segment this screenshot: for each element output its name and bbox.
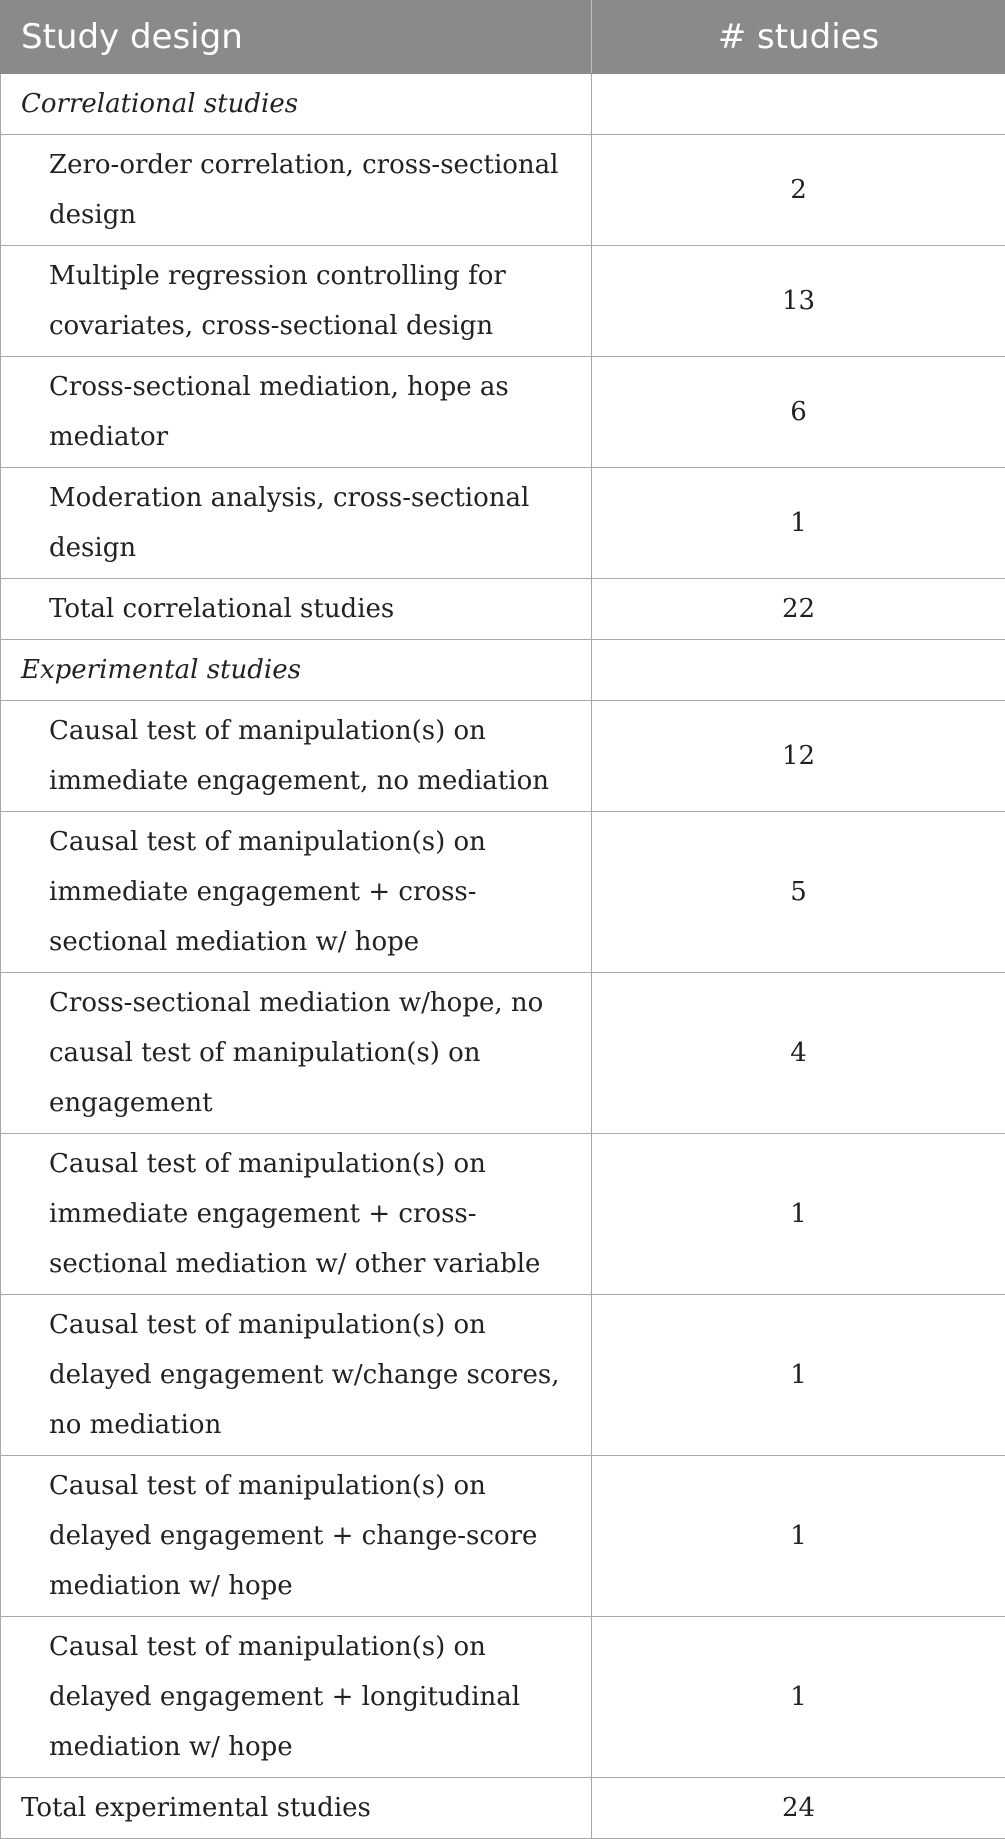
header-num-studies: # studies [592, 1, 1005, 74]
table-row [1, 135, 1005, 246]
row-design: Correlational studies [1, 74, 592, 135]
section-row-correlational [1, 74, 1005, 135]
row-design: Zero-order correlation, cross-sectional design [1, 135, 592, 246]
table-row [1, 973, 1005, 1134]
row-design: Causal test of manipulation(s) on immediate engagement + cross-sectional mediation w/ other variable [1, 1134, 592, 1295]
row-count: 2 [592, 135, 1005, 246]
row-count: 1 [592, 1617, 1005, 1778]
table-row [1, 1617, 1005, 1778]
table-row [1, 468, 1005, 579]
row-design: Total experimental studies [1, 1778, 592, 1839]
table-row [1, 1295, 1005, 1456]
row-count: 13 [592, 246, 1005, 357]
row-count: 22 [592, 579, 1005, 640]
row-design: Causal test of manipulation(s) on delayed engagement + change-score mediation w/ hope [1, 1456, 592, 1617]
row-count: 5 [592, 812, 1005, 973]
row-design: Experimental studies [1, 640, 592, 701]
table-row [1, 357, 1005, 468]
subtotal-row-correlational [1, 579, 1005, 640]
row-count [592, 640, 1005, 701]
row-design: Cross-sectional mediation w/hope, no causal test of manipulation(s) on engagement [1, 973, 592, 1134]
table-row [1, 701, 1005, 812]
row-design: Multiple regression controlling for covariates, cross-sectional design [1, 246, 592, 357]
table-row [1, 1134, 1005, 1295]
header-study-design: Study design [1, 1, 592, 74]
row-count: 6 [592, 357, 1005, 468]
row-count: 1 [592, 468, 1005, 579]
table-row [1, 246, 1005, 357]
table-body [1, 74, 1005, 1839]
table-header [1, 1, 1005, 74]
row-design: Cross-sectional mediation, hope as mediator [1, 357, 592, 468]
section-row-experimental [1, 640, 1005, 701]
total-row-experimental [1, 1778, 1005, 1839]
row-count: 12 [592, 701, 1005, 812]
row-design: Causal test of manipulation(s) on delayed engagement + longitudinal mediation w/ hope [1, 1617, 592, 1778]
row-design: Total correlational studies [1, 579, 592, 640]
row-design: Causal test of manipulation(s) on immediate engagement + cross-sectional mediation w/ hope [1, 812, 592, 973]
row-count: 1 [592, 1295, 1005, 1456]
header-row [1, 1, 1005, 74]
table-row [1, 1456, 1005, 1617]
row-design: Causal test of manipulation(s) on delayed engagement w/change scores, no mediation [1, 1295, 592, 1456]
row-count: 1 [592, 1456, 1005, 1617]
row-design: Causal test of manipulation(s) on immediate engagement, no mediation [1, 701, 592, 812]
table-row [1, 812, 1005, 973]
row-count [592, 74, 1005, 135]
row-design: Moderation analysis, cross-sectional design [1, 468, 592, 579]
row-count: 24 [592, 1778, 1005, 1839]
row-count: 4 [592, 973, 1005, 1134]
row-count: 1 [592, 1134, 1005, 1295]
